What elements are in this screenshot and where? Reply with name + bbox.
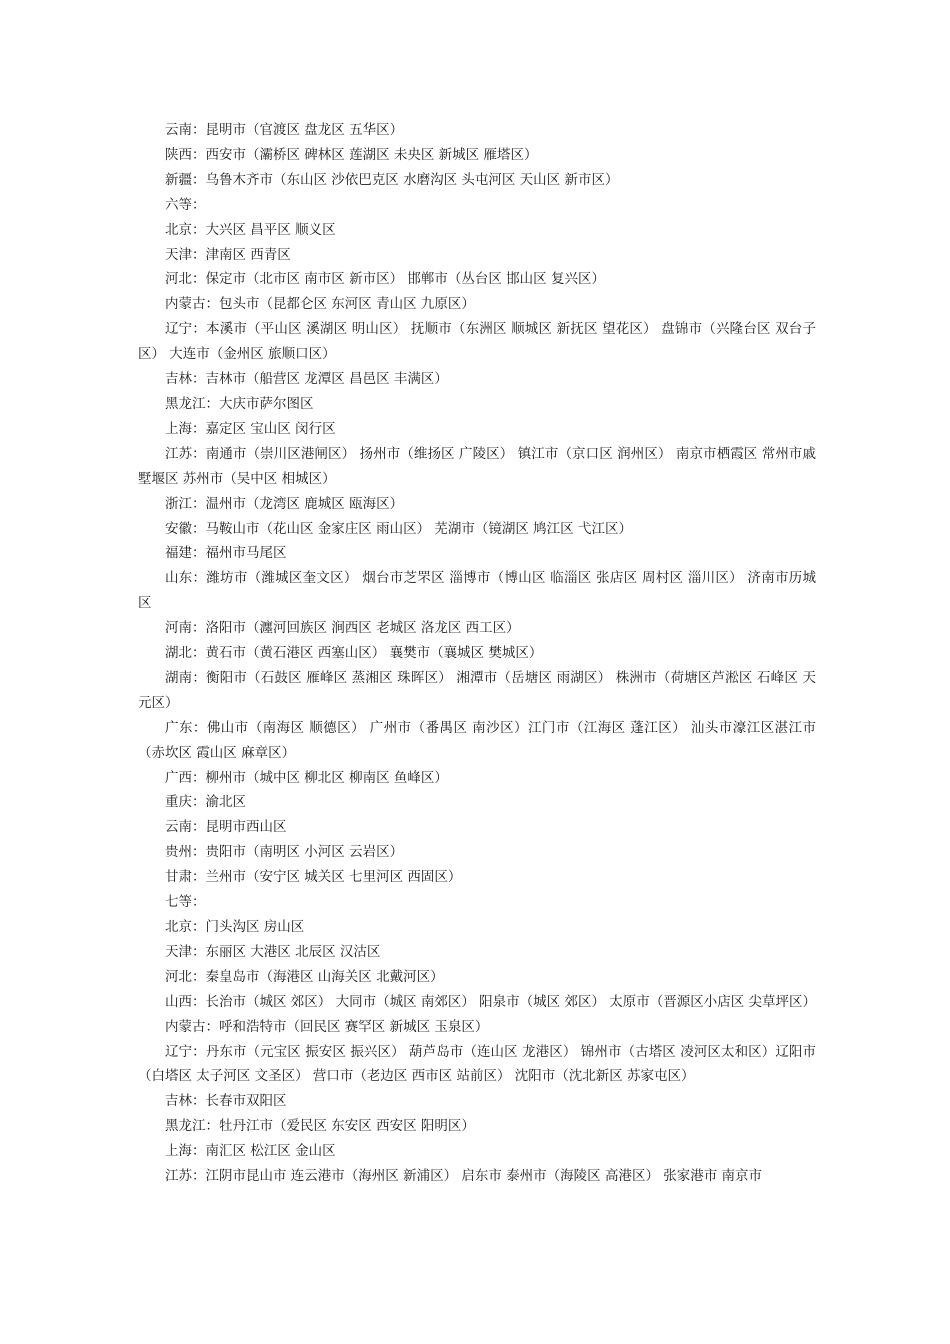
text-line: 安徽：马鞍山市（花山区 金家庄区 雨山区） 芜湖市（镜湖区 鸠江区 弋江区） <box>165 520 632 537</box>
text-line: 内蒙古：包头市（昆都仑区 东河区 青山区 九原区） <box>165 296 475 313</box>
text-line: 云南：昆明市（官渡区 盘龙区 五华区） <box>165 122 404 138</box>
text-line: 七等： <box>165 894 206 911</box>
text-line: 江苏：江阴市昆山市 连云港市（海州区 新浦区） 启东市 泰州市（海陵区 高港区） 张家港市 南京市 <box>165 1168 763 1185</box>
text-line: 北京：门头沟区 房山区 <box>165 919 305 935</box>
text-line: 湖南：衡阳市（石鼓区 雁峰区 蒸湘区 珠晖区） 湘潭市（岳塘区 雨湖区） 株洲市（荷塘区芦淞区 石峰区 天元区） <box>138 669 816 711</box>
text-line: 辽宁：本溪市（平山区 溪湖区 明山区） 抚顺市（东洲区 顺城区 新抚区 望花区） 盘锦市（兴隆台区 双台子区） 大连市（金州区 旅顺口区） <box>138 321 816 363</box>
document-body <box>138 118 816 1189</box>
text-line: 江苏：南通市（崇川区港闸区） 扬州市（维扬区 广陵区） 镇江市（京口区 润州区） 南京市栖霞区 常州市戚墅堰区 苏州市（吴中区 相城区） <box>138 445 816 487</box>
text-line: 贵州：贵阳市（南明区 小河区 云岩区） <box>165 844 404 861</box>
text-line: 河北：保定市（北市区 南市区 新市区） 邯郸市（丛台区 邯山区 复兴区） <box>165 271 605 288</box>
text-line: 北京：大兴区 昌平区 顺义区 <box>165 221 336 238</box>
text-line: 福建：福州市马尾区 <box>165 545 287 562</box>
text-line: 重庆：渝北区 <box>165 794 246 811</box>
text-line: 浙江：温州市（龙湾区 鹿城区 瓯海区） <box>165 495 404 512</box>
text-line: 陕西：西安市（灞桥区 碑林区 莲湖区 未央区 新城区 雁塔区） <box>165 146 538 163</box>
text-line: 吉林：长春市双阳区 <box>165 1093 287 1110</box>
text-line: 天津：东丽区 大港区 北辰区 汉沽区 <box>165 943 381 960</box>
text-line: 六等： <box>165 196 206 213</box>
text-line: 河南：洛阳市（瀍河回族区 涧西区 老城区 洛龙区 西工区） <box>165 620 520 637</box>
text-line: 广东：佛山市（南海区 顺德区） 广州市（番禺区 南沙区）江门市（江海区 蓬江区） 汕头市濠江区湛江市（赤坎区 霞山区 麻章区） <box>138 719 816 761</box>
text-line: 云南：昆明市西山区 <box>165 819 287 836</box>
text-line: 上海：嘉定区 宝山区 闵行区 <box>165 420 336 437</box>
text-line: 辽宁：丹东市（元宝区 振安区 振兴区） 葫芦岛市（连山区 龙港区） 锦州市（古塔区 凌河区太和区）辽阳市（白塔区 太子河区 文圣区） 营口市（老边区 西市区 站前区） 沈阳市（沈北新区 苏家屯区） <box>138 1043 816 1085</box>
text-line: 广西：柳州市（城中区 柳北区 柳南区 鱼峰区） <box>165 769 448 786</box>
text-line: 河北：秦皇岛市（海港区 山海关区 北戴河区） <box>165 968 444 985</box>
text-line: 黑龙江：大庆市萨尔图区 <box>165 395 314 412</box>
text-line: 黑龙江：牡丹江市（爱民区 东安区 西安区 阳明区） <box>165 1118 475 1135</box>
text-line: 甘肃：兰州市（安宁区 城关区 七里河区 西固区） <box>165 869 462 886</box>
text-line: 山东：潍坊市（潍城区奎文区） 烟台市芝罘区 淄博市（博山区 临淄区 张店区 周村区 淄川区） 济南市历城区 <box>138 570 816 612</box>
text-line: 天津：津南区 西青区 <box>165 246 291 263</box>
text-line: 湖北：黄石市（黄石港区 西塞山区） 襄樊市（襄城区 樊城区） <box>165 645 543 662</box>
text-line: 新疆：乌鲁木齐市（东山区 沙依巴克区 水磨沟区 头屯河区 天山区 新市区） <box>165 171 619 188</box>
text-line: 内蒙古：呼和浩特市（回民区 赛罕区 新城区 玉泉区） <box>165 1018 489 1035</box>
text-line: 吉林：吉林市（船营区 龙潭区 昌邑区 丰满区） <box>165 371 448 388</box>
text-line: 山西：长治市（城区 郊区） 大同市（城区 南郊区） 阳泉市（城区 郊区） 太原市（晋源区小店区 尖草坪区） <box>165 993 817 1010</box>
text-line: 上海：南汇区 松江区 金山区 <box>165 1143 336 1160</box>
